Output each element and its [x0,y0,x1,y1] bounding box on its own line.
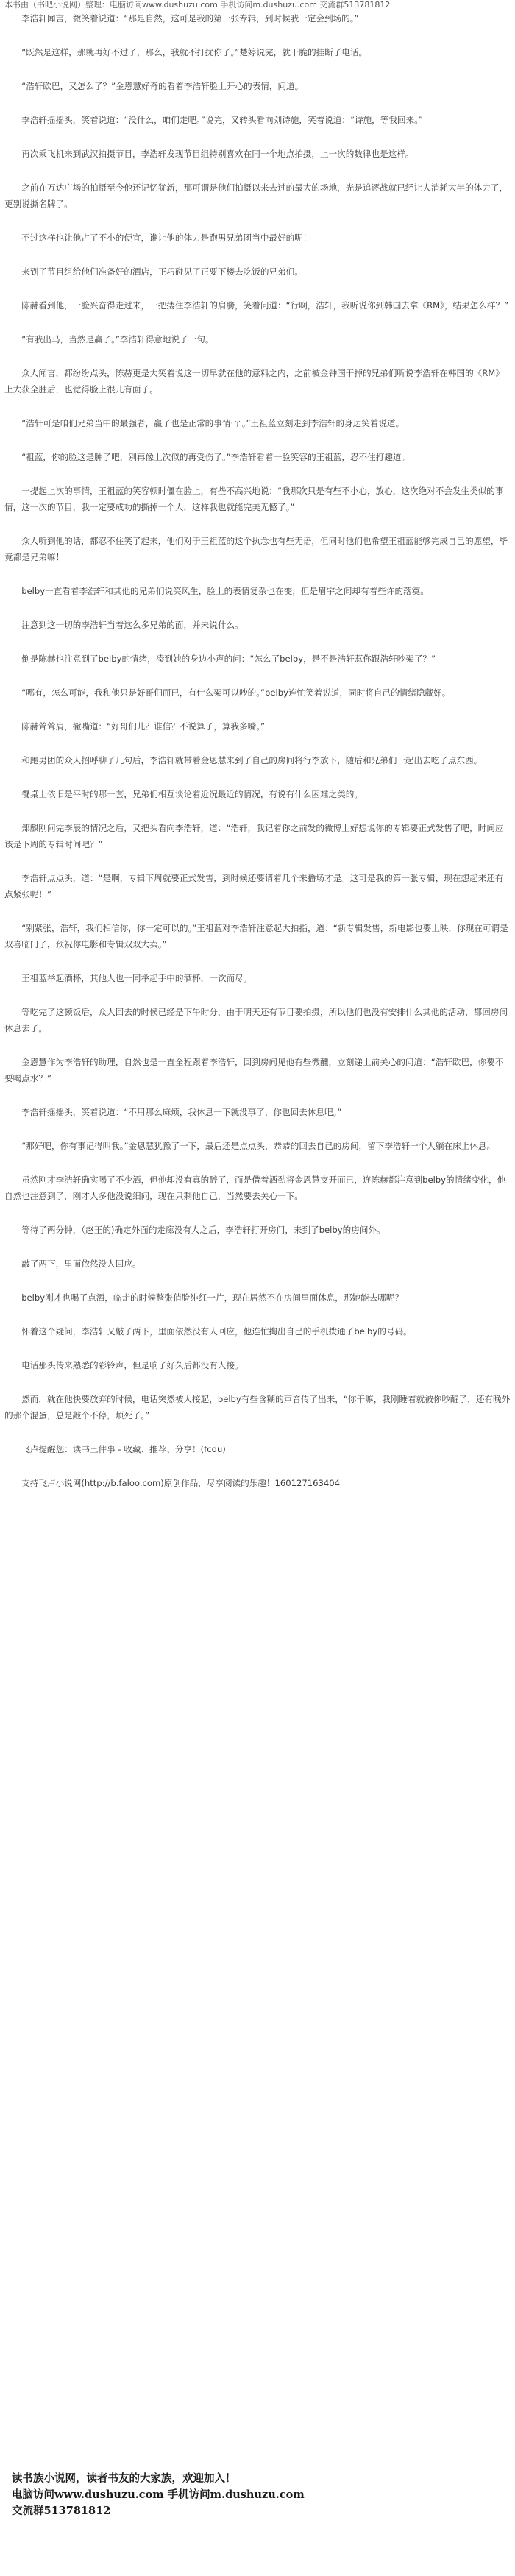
paragraph: 餐桌上依旧是平时的那一套，兄弟们相互谈论着近况最近的情况，有说有什么困难之类的。 [21,789,363,799]
footer-line-urls: 电脑访问www.dushuzu.com 手机访问m.dushuzu.com [12,2488,305,2501]
paragraph: 然而，就在他快要放弃的时候，电话突然被人接起，belby有些含糊的声音传了出来，“你干嘛，我刚睡着就被你吵醒了，还有晚外的那个混蛋，总是敲个不停，烦死了。” [4,1394,511,1420]
paragraph: “那好吧，你有事记得叫我。”金恩慧犹豫了一下，最后还是点点头，恭恭的回去自己的房间，留下李浩轩一个人躺在床上休息。 [21,1141,496,1151]
site-footer [12,2471,505,2519]
paragraph: 和跑男团的众人招呼聊了几句后，李浩轩就带着金恩慧来到了自己的房间将行李放下，随后和兄弟们一起出去吃了点东西。 [21,755,483,765]
paragraph: 电话那头传来熟悉的彩铃声，但是响了好久后都没有人接。 [21,1360,244,1370]
chapter-body [4,10,511,1509]
paragraph: 注意到这一切的李浩轩当着这么多兄弟的面，并未说什么。 [21,620,244,630]
paragraph: 李浩轩闻言，微笑着说道：“那是自然，这可是我的第一张专辑，到时候我一定会到场的。” [21,13,359,24]
footer-line-group: 交流群513781812 [12,2505,111,2517]
paragraph: 众人听到他的话，都忍不住笑了起来，他们对于王祖蓝的这个执念也有些无语，但同时他们也希望王祖蓝能够完成自己的愿望，毕竟都是兄弟嘛！ [4,536,508,562]
paragraph: 陈赫看到他，一脸兴奋得走过来，一把搂住李浩轩的肩膀，笑着问道：“行啊，浩轩，我听说你到韩国去拿《RM》，结果怎么样？” [21,300,509,311]
paragraph: 陈赫耸耸肩，撇嘴道：“好哥们儿？谁信？不说算了，算我多嘴。” [21,721,266,732]
paragraph: “既然是这样，那就再好不过了，那么，我就不打扰你了。”楚婷说完，就干脆的挂断了电话。 [21,47,368,57]
paragraph: 倒是陈赫也注意到了belby的情绪，凑到她的身边小声的问：“怎么了belby，是不是浩轩惹你跟浩轩吵架了？” [21,654,436,664]
paragraph: “祖蓝，你的脸这是肿了吧，别再像上次似的再受伤了。”李浩轩看着一脸笑容的王祖蓝，忍不住打趣道。 [21,452,411,462]
paragraph: 金恩慧作为李浩轩的助理，自然也是一直全程跟着李浩轩，回到房间见他有些微醺，立刻递上前关心的问道：“浩轩欧巴，你要不要喝点水？” [4,1057,504,1083]
paragraph: 李浩轩点点头，道：“是啊，专辑下周就要正式发售，到时候还要请着几个来播场才是。这可是我的第一张专辑，现在想起来还有点紧张呢！” [4,873,504,899]
paragraph: “浩轩可是咱们兄弟当中的最强者，赢了也是正常的事情·ㄚ。”王祖蓝立刻走到李浩轩的身边笑着说道。 [21,418,405,428]
paragraph: 不过这样也让他占了不小的便宜，谁让他的体力是跑男兄弟团当中最好的呢！ [21,233,312,243]
paragraph: “别紧张，浩轩，我们相信你，你一定可以的。”王祖蓝对李浩轩注意起大拍指，道：“新专辑发售，新电影也要上映，你现在可谓是双喜临门了，预祝你电影和专辑双双大卖。” [4,923,508,949]
paragraph: 来到了节目组给他们准备好的酒店，正巧碰见了正要下楼去吃饭的兄弟们。 [21,266,303,277]
paragraph: 之前在万达广场的拍摄至今他还记忆犹新，那可谓是他们拍摄以来去过的最大的场地，光是追逐战就已经让人消耗大半的体力了，更别说撕名牌了。 [4,183,508,209]
paragraph: 王祖蓝举起酒杯，其他人也一同举起手中的酒杯，一饮而尽。 [21,973,252,983]
paragraph: 虽然刚才李浩轩确实喝了不少酒，但他却没有真的醉了，而是借着酒劲将金恩慧支开而已，连陈赫都注意到belby的情绪变化，他自然也注意到了，刚才人多他没说细问，现在只剩他自己，当然要去关心一下。 [4,1175,506,1201]
paragraph: 李浩轩摇摇头，笑着说道：“没什么，咱们走吧。”说完，又转头看向刘诗施，笑着说道：“诗施，等我回来。” [21,115,423,125]
paragraph: 怀着这个疑问，李浩轩又敲了两下，里面依然没有人回应，他连忙掏出自己的手机拨通了belby的号码。 [21,1326,412,1337]
paragraph: 敲了两下，里面依然没人回应。 [21,1259,141,1269]
paragraph: 众人闻言，都纷纷点头，陈赫更是大笑着说这一切早就在他的意料之内，之前被金钟国干掉的兄弟们听说李浩轩在韩国的《RM》上大获全胜后，也觉得脸上很儿有面子。 [4,368,504,394]
paragraph: “哪有，怎么可能，我和他只是好哥们而已，有什么架可以吵的。”belby连忙笑着说道，同时将自己的情绪隐藏好。 [21,687,451,698]
paragraph: 一提起上次的事情，王祖蓝的笑容顿时僵在脸上，有些不高兴地说：“我那次只是有些不小心，放心，这次绝对不会发生类似的事情，这一次的节目，我一定要成功的撕掉一个人，这样我也就能完美无憾了。” [4,486,504,512]
paragraph: “有我出马，当然是赢了。”李浩轩得意地说了一句。 [21,334,214,344]
paragraph: 李浩轩摇摇头，笑着说道：“不用那么麻烦，我休息一下就没事了，你也回去休息吧。” [21,1107,342,1117]
paragraph: 郑麒刚问完李辰的情况之后，又把头看向李浩轩，道：“浩轩，我记着你之前发的微博上好想说你的专辑要正式发售了吧，时间应该是下周的专辑时间吧？” [4,823,504,849]
paragraph: belby刚才也喝了点酒，临走的时候整张俏脸绯红一片，现在居然不在房间里面休息，那她能去哪呢？ [21,1292,404,1303]
paragraph: belby一直看着李浩轩和其他的兄弟们说笑风生，脸上的表情复杂也在变，但是眉宇之间却有着些许的落寞。 [21,586,429,596]
site-header-line: 本书由（书吧小说网）整理：电脑访问www.dushuzu.com 手机访问m.dushuzu.com 交流群513781812 [4,0,391,10]
footer-line-welcome: 读书族小说网，读者书友的大家族，欢迎加入！ [12,2472,236,2485]
paragraph: 等待了两分钟，（赵王的)确定外面的走廊没有人之后，李浩轩打开房门，来到了belby的房间外。 [21,1225,386,1235]
paragraph: 再次乘飞机来到武汉拍摄节目，李浩轩发现节目组特别喜欢在同一个地点拍摄，上一次的数律也是这样。 [21,149,414,159]
paragraph: “浩轩欧巴，又怎么了？”金恩慧好奇的看着李浩轩脸上开心的表情，问道。 [21,81,304,91]
promo-note: 飞卢提醒您：读书三件事 - 收藏、推荐、分享！(fcdu) [21,1444,226,1454]
source-note: 支持飞卢小说网(http://b.faloo.com)原创作品，尽享阅读的乐趣！160127163404 [21,1478,341,1488]
paragraph: 等吃完了这顿饭后，众人回去的时候已经是下午时分，由于明天还有节目要拍摄，所以他们也没有安排什么其他的活动，都回房间休息去了。 [4,1007,508,1033]
